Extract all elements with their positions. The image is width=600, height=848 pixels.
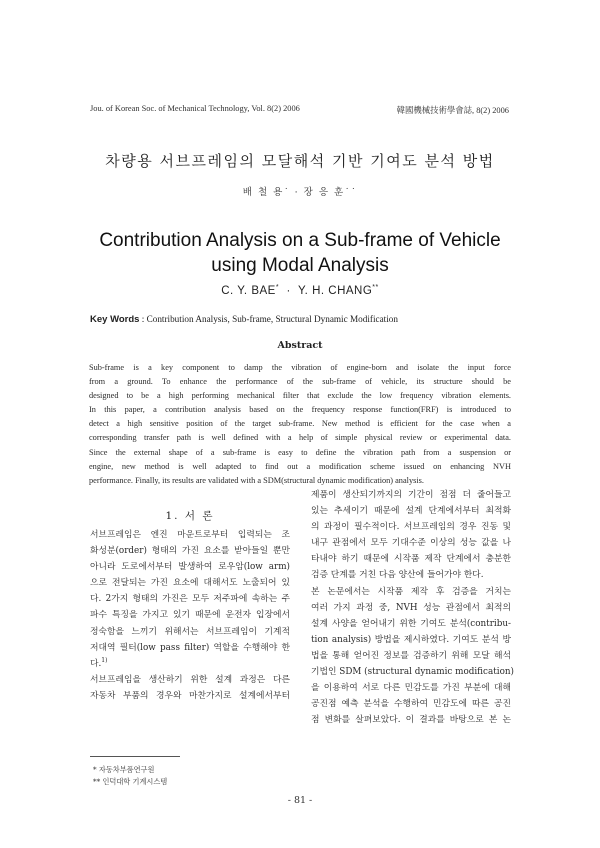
body-line-with-ref bbox=[90, 656, 290, 672]
abstract-line: detect a high sensitive position of the target sub-frame. New method is efficient for the case when a bbox=[89, 419, 511, 429]
english-title bbox=[0, 228, 600, 278]
author-2-mark: ** bbox=[372, 284, 379, 291]
section-heading-introduction: 1. 서 론 bbox=[165, 510, 215, 522]
body-line: 화성분(order) 형태의 가진 요소를 받아들일 뿐만 bbox=[90, 546, 290, 557]
abstract-line: from a ground. To enhance the performance of the sub-frame of vehicle, its structure should be bbox=[89, 377, 511, 387]
body-line-text: 다. bbox=[90, 658, 102, 669]
body-line: 아니라 도로에서부터 발생하여 로우암(low arm) bbox=[90, 562, 290, 573]
author-1-mark: * bbox=[275, 284, 280, 291]
author-separator: · bbox=[286, 284, 291, 297]
english-authors bbox=[0, 284, 600, 297]
abstract-heading: Abstract bbox=[277, 340, 323, 351]
korean-authors: 배 철 용˙ · 장 응 훈˙˙ bbox=[242, 187, 358, 198]
abstract-line: Since the external shape of a sub-frame is easy to define the vibration path from a suspension or bbox=[89, 447, 511, 457]
abstract-line: In this paper, a contribution analysis based on the frequency response function(FRF) is introduced to bbox=[89, 405, 511, 415]
keywords-text: : Contribution Analysis, Sub-frame, Structural Dynamic Modification bbox=[139, 314, 398, 324]
body-column-left bbox=[90, 527, 290, 704]
body-line: tion analysis) 방법을 제시하였다. 기여도 분석 방 bbox=[311, 634, 511, 645]
body-line: 제품이 생산되기까지의 기간이 점점 더 줄어들고 bbox=[311, 490, 511, 500]
body-line: 서브프레임을 생산하기 위한 설계 과정은 다른 bbox=[90, 674, 290, 685]
author-2: Y. H. CHANG bbox=[297, 284, 373, 297]
english-title-line-1: Contribution Analysis on a Sub-frame of Vehicle bbox=[99, 230, 501, 251]
journal-header-right: 韓國機械技術學會誌, 8(2) 2006 bbox=[396, 106, 509, 115]
footnote-divider bbox=[90, 756, 180, 757]
body-line: 검증 단계를 거친 다음 양산에 들어가야 한다. bbox=[311, 570, 484, 581]
keywords bbox=[90, 314, 398, 325]
reference-marker: 1) bbox=[101, 656, 108, 664]
abstract-line: Sub-frame is a key component to damp the vibration of engine-born and isolate the input force bbox=[89, 363, 511, 372]
abstract-line: engine, new method is well adapted to find out a modification scheme issued on enhancing NVH bbox=[89, 461, 511, 471]
body-line: 공진점 예측 분석을 수행하여 민감도에 따른 공진 bbox=[311, 699, 511, 710]
body-line: 파수 특징을 가지고 있기 때문에 운전자 입장에서 bbox=[90, 610, 290, 621]
korean-title: 차량용 서브프레임의 모달해석 기반 기여도 분석 방법 bbox=[105, 152, 495, 170]
english-title-line-2: using Modal Analysis bbox=[211, 255, 389, 276]
author-1: C. Y. BAE bbox=[221, 284, 276, 297]
body-line: 으로 전달되는 가진 요소에 대해서도 노출되어 있 bbox=[90, 578, 290, 589]
body-line: 여러 가지 과정 중, NVH 성능 관점에서 최적의 bbox=[311, 602, 511, 613]
body-line: 법을 통해 얻어진 정보를 검증하기 위해 모달 해석 bbox=[311, 650, 511, 661]
footnote-2: ** 인덕대학 기계시스템 bbox=[93, 777, 168, 786]
body-line: 을 이용하여 서로 다른 민감도를 가진 부분에 대해 bbox=[311, 683, 511, 694]
body-line: 점 변화를 살펴보았다. 이 결과를 바탕으로 본 논 bbox=[311, 715, 511, 726]
abstract-line: designed to be a high performing mechanical filter that exclude the low frequency vibration elements. bbox=[89, 391, 511, 401]
body-line: 내구 관점에서 모두 기대수준 이상의 성능 값을 나 bbox=[311, 538, 511, 549]
abstract-line: corresponding transfer path is well defined with a help of simple physical review or experimental data. bbox=[89, 433, 511, 443]
abstract-body bbox=[89, 361, 511, 488]
body-line: 다. 2가지 형태의 가진은 모두 저주파에 속하는 주 bbox=[90, 594, 290, 605]
body-line: 서브프레임은 엔진 마운트로부터 입력되는 조 bbox=[90, 530, 290, 540]
body-column-right bbox=[311, 487, 514, 728]
body-line: 저대역 필터(low pass filter) 역할을 수행해야 한 bbox=[90, 642, 290, 653]
abstract-line: performance. Finally, its results are validated with a SDM(structural dynamic modification) analysis. bbox=[89, 475, 424, 485]
body-line: 기법인 SDM (structural dynamic modification) bbox=[311, 667, 514, 678]
body-line: 정숙함을 느끼기 위해서는 서브프레임이 기계적 bbox=[90, 626, 290, 637]
body-line: 타내야 하기 때문에 시작품 제작 단계에서 충분한 bbox=[311, 554, 511, 565]
journal-header-left: Jou. of Korean Soc. of Mechanical Technology, Vol. 8(2) 2006 bbox=[90, 104, 300, 113]
body-line: 있는 추세이기 때문에 설계 단계에서부터 최적화 bbox=[311, 506, 511, 517]
body-line: 의 과정이 필수적이다. 서브프레임의 경우 진동 및 bbox=[311, 522, 511, 533]
page-number: - 81 - bbox=[287, 795, 313, 806]
body-line: 본 논문에서는 시작품 제작 후 검증을 거치는 bbox=[311, 586, 511, 597]
keywords-label: Key Words bbox=[90, 314, 140, 325]
body-line: 설계 사양을 얻어내기 위한 기여도 분석(contribu- bbox=[311, 618, 511, 629]
footnote-1: * 자동차부품연구원 bbox=[93, 765, 155, 774]
body-line: 자동차 부품의 경우와 마찬가지로 설계에서부터 bbox=[90, 690, 290, 701]
